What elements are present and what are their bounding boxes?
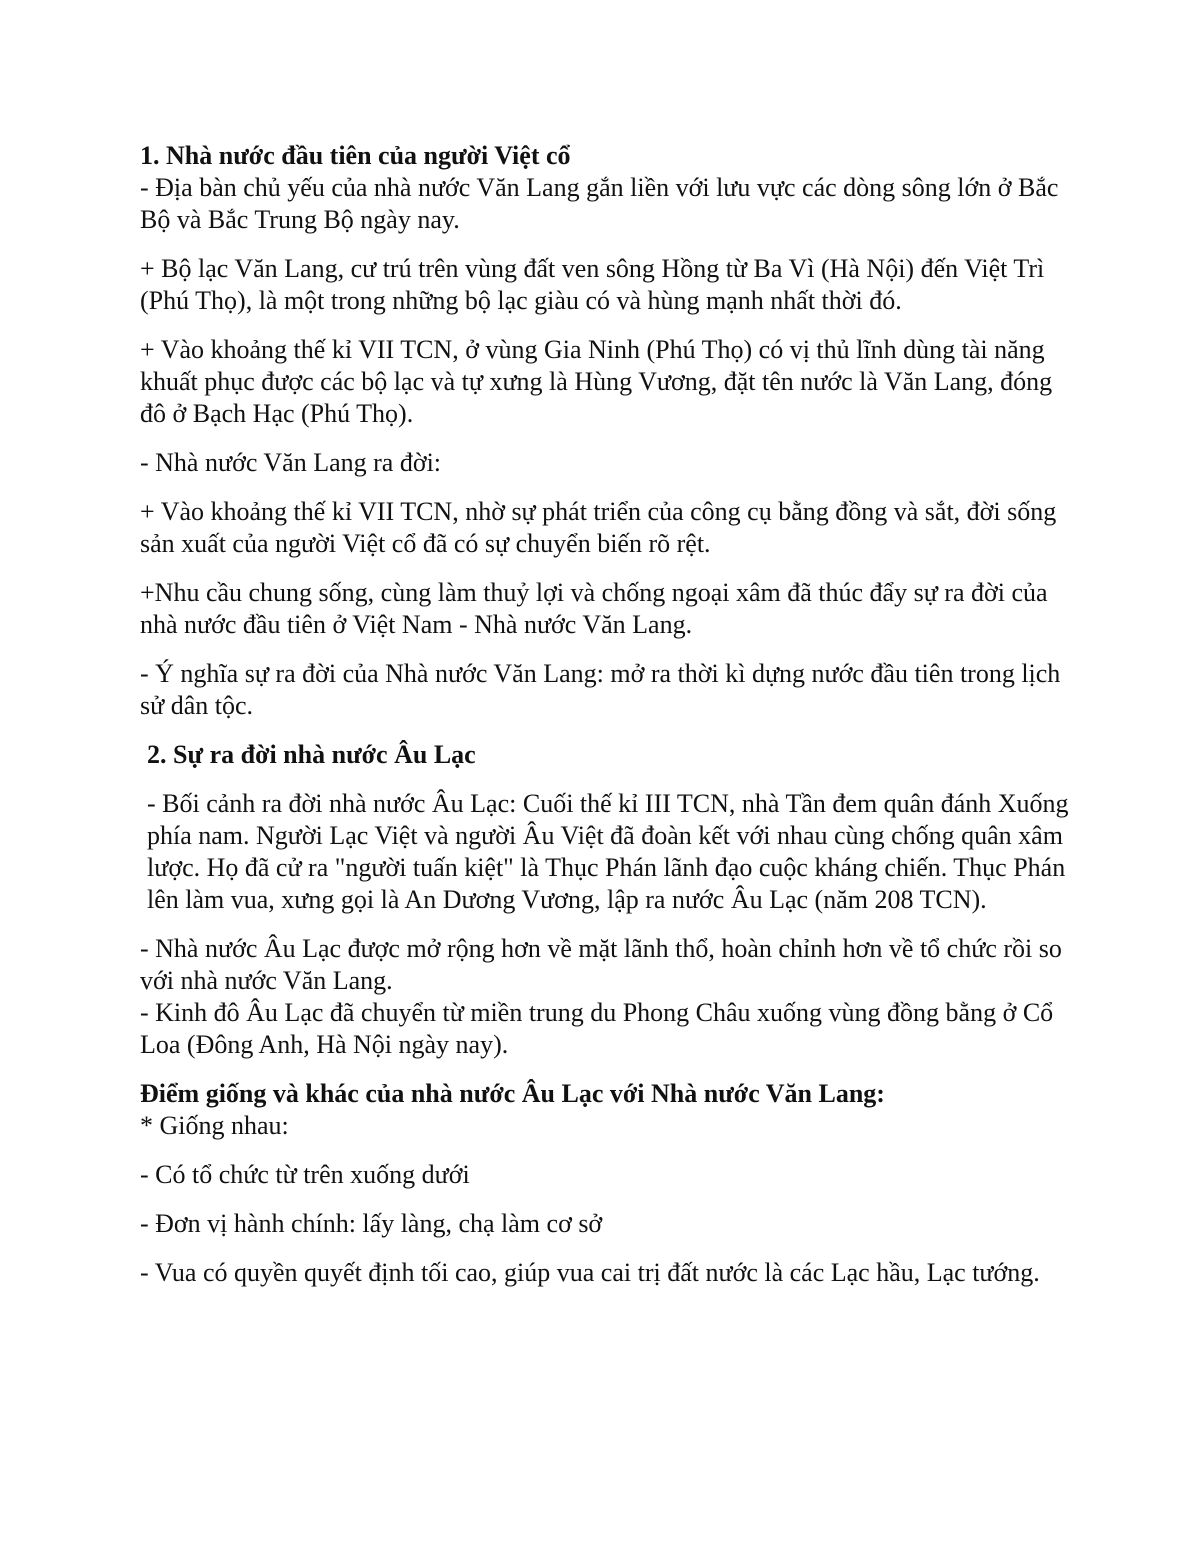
section1-paragraph-4: - Nhà nước Văn Lang ra đời: bbox=[140, 448, 442, 477]
section2-paragraph-3: - Kinh đô Âu Lạc đã chuyển từ miền trung du Phong Châu xuống vùng đồng bằng ở Cổ Loa (Đông Anh, Hà Nội ngày nay). bbox=[140, 998, 1054, 1059]
section3-heading: Điểm giống và khác của nhà nước Âu Lạc với Nhà nước Văn Lang: bbox=[140, 1079, 885, 1108]
section1-paragraph-7: - Ý nghĩa sự ra đời của Nhà nước Văn Lang: mở ra thời kì dựng nước đầu tiên trong lịch sử dân tộc. bbox=[140, 659, 1061, 720]
document-page bbox=[140, 140, 1070, 1306]
section3-paragraph-4: - Vua có quyền quyết định tối cao, giúp vua cai trị đất nước là các Lạc hầu, Lạc tướng. bbox=[140, 1258, 1040, 1287]
section1-paragraph-2: + Bộ lạc Văn Lang, cư trú trên vùng đất ven sông Hồng từ Ba Vì (Hà Nội) đến Việt Trì (Phú Thọ), là một trong những bộ lạc giàu có và hùng mạnh nhất thời đó. bbox=[140, 254, 1045, 315]
section3-paragraph-2: - Có tổ chức từ trên xuống dưới bbox=[140, 1160, 470, 1189]
section3-paragraph-1: * Giống nhau: bbox=[140, 1111, 289, 1140]
section2-heading: 2. Sự ra đời nhà nước Âu Lạc bbox=[147, 740, 476, 769]
section3-paragraph-3: - Đơn vị hành chính: lấy làng, chạ làm cơ sở bbox=[140, 1209, 603, 1238]
section2-paragraph-1: - Bối cảnh ra đời nhà nước Âu Lạc: Cuối thế kỉ III TCN, nhà Tần đem quân đánh Xuống phía nam. Người Lạc Việt và người Âu Việt đã đoàn kết với nhau cùng chống quân xâm lược. Họ đã cử ra "người tuấn kiệt" là Thục Phán lãnh đạo cuộc kháng chiến. Thục Phán lên làm vua, xưng gọi là An Dương Vương, lập ra nước Âu Lạc (năm 208 TCN). bbox=[147, 789, 1069, 914]
section1-paragraph-1: - Địa bàn chủ yếu của nhà nước Văn Lang gắn liền với lưu vực các dòng sông lớn ở Bắc Bộ và Bắc Trung Bộ ngày nay. bbox=[140, 173, 1059, 234]
section1-heading: 1. Nhà nước đầu tiên của người Việt cổ bbox=[140, 141, 571, 170]
section2-paragraph-2: - Nhà nước Âu Lạc được mở rộng hơn về mặt lãnh thổ, hoàn chỉnh hơn về tổ chức rồi so với nhà nước Văn Lang. bbox=[140, 934, 1062, 995]
section1-paragraph-6: +Nhu cầu chung sống, cùng làm thuỷ lợi và chống ngoại xâm đã thúc đẩy sự ra đời của nhà nước đầu tiên ở Việt Nam - Nhà nước Văn Lang. bbox=[140, 578, 1048, 639]
section1-paragraph-3: + Vào khoảng thế kỉ VII TCN, ở vùng Gia Ninh (Phú Thọ) có vị thủ lĩnh dùng tài năng khuất phục được các bộ lạc và tự xưng là Hùng Vương, đặt tên nước là Văn Lang, đóng đô ở Bạch Hạc (Phú Thọ). bbox=[140, 335, 1053, 428]
section1-paragraph-5: + Vào khoảng thế kỉ VII TCN, nhờ sự phát triển của công cụ bằng đồng và sắt, đời sống sản xuất của người Việt cổ đã có sự chuyển biến rõ rệt. bbox=[140, 497, 1057, 558]
